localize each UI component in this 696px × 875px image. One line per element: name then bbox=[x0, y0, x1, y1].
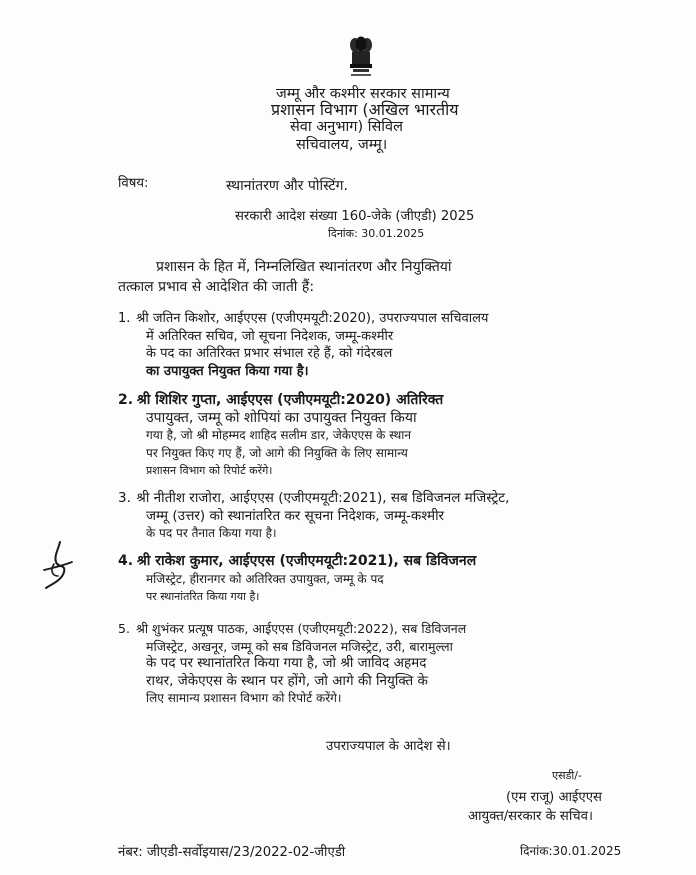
handwritten-initial-icon bbox=[40, 540, 76, 592]
item-line: मजिस्ट्रेट, अखनूर, जम्मू को सब डिविजनल मजिस्ट्रेट, उरी, बारामुल्ला bbox=[146, 638, 453, 654]
item-line: के पद का अतिरिक्त प्रभार संभाल रहे हैं, को गंदेरबल bbox=[146, 346, 393, 361]
item-line: श्री शुभंकर प्रत्यूष पाठक, आईएएस (एजीएमयूटी:2022), सब डिविजनल bbox=[135, 621, 467, 636]
item-line: के पद पर स्थानांतरित किया गया है, जो श्री जाविद अहमद bbox=[146, 655, 427, 671]
item-line: श्री शिशिर गुप्ता, आईएएस (एजीएमयूटी:2020) अतिरिक्त bbox=[136, 392, 444, 408]
subject-text: स्थानांतरण और पोस्टिंग. bbox=[226, 178, 348, 194]
list-item-2 bbox=[118, 392, 443, 480]
list-item-5 bbox=[118, 620, 466, 708]
intro-line-1: प्रशासन के हित में, निम्नलिखित स्थानांतरण और नियुक्तियां bbox=[156, 259, 452, 275]
item-line: राथर, जेकेएएस के स्थान पर होंगे, जो आगे की नियुक्ति के bbox=[146, 672, 428, 689]
item-line: जम्मू (उत्तर) को स्थानांतरित कर सूचना निदेशक, जम्मू-कश्मीर bbox=[146, 507, 445, 524]
item-line: का उपायुक्त नियुक्त किया गया है। bbox=[146, 363, 309, 379]
signatory-designation: आयुक्त/सरकार के सचिव। bbox=[468, 809, 593, 824]
item-line: श्री नीतीश राजोरा, आईएएस (एजीएमयूटी:2021), सब डिविजनल मजिस्ट्रेट, bbox=[136, 490, 510, 506]
item-line: श्री जतिन किशोर, आईएएस (एजीएमयूटी:2020), उपराज्यपाल सचिवालय bbox=[136, 311, 489, 326]
signatory-name: (एम राजू) आईएएस bbox=[506, 790, 602, 805]
order-date: दिनांक: 30.01.2025 bbox=[328, 227, 425, 240]
list-item-1 bbox=[118, 310, 488, 380]
item-line: में अतिरिक्त सचिव, जो सूचना निदेशक, जम्मू-कश्मीर bbox=[146, 328, 394, 344]
item-number: 1. bbox=[118, 311, 131, 326]
state-emblem-icon bbox=[346, 36, 376, 80]
item-number: 5. bbox=[118, 621, 130, 636]
item-number: 2. bbox=[118, 392, 134, 408]
item-line: लिए सामान्य प्रशासन विभाग को रिपोर्ट करेंगे। bbox=[146, 691, 342, 705]
item-line: के पद पर तैनात किया गया है। bbox=[146, 526, 277, 540]
header-line-1: जम्मू और कश्मीर सरकार सामान्य bbox=[276, 86, 450, 102]
footer-date: दिनांक:30.01.2025 bbox=[520, 844, 622, 858]
item-line: उपायुक्त, जम्मू को शोपियां का उपायुक्त नियुक्त किया bbox=[146, 409, 417, 426]
item-number: 4. bbox=[118, 553, 134, 569]
sd-mark: एसडी/- bbox=[552, 769, 582, 782]
item-number: 3. bbox=[118, 490, 131, 506]
item-line: श्री राकेश कुमार, आईएएस (एजीएमयूटी:2021), सब डिविजनल bbox=[136, 553, 477, 569]
closing-line: उपराज्यपाल के आदेश से। bbox=[326, 739, 451, 754]
intro-line-2: तत्काल प्रभाव से आदेशित की जाती हैं: bbox=[118, 279, 315, 295]
item-line: पर नियुक्त किए गए हैं, जो आगे की नियुक्ति के लिए सामान्य bbox=[146, 445, 408, 460]
header-line-2: प्रशासन विभाग (अखिल भारतीय bbox=[271, 100, 459, 119]
list-item-3 bbox=[118, 490, 509, 543]
item-line: गया है, जो श्री मोहम्मद शाहिद सलीम डार, जेकेएएस के स्थान bbox=[146, 428, 412, 442]
footer-number: नंबर: जीएडी-सर्वोइयास/23/2022-02-जीएडी bbox=[118, 845, 346, 860]
subject-label: विषय: bbox=[118, 176, 149, 191]
item-line: प्रशासन विभाग को रिपोर्ट करेंगे। bbox=[146, 464, 273, 477]
item-line: पर स्थानांतरित किया गया है। bbox=[146, 590, 260, 603]
order-title: सरकारी आदेश संख्या 160-जेके (जीएडी) 2025 bbox=[235, 209, 475, 224]
header-line-3: सेवा अनुभाग) सिविल bbox=[290, 119, 403, 135]
item-line: मजिस्ट्रेट, हीरानगर को अतिरिक्त उपायुक्त, जम्मू के पद bbox=[146, 571, 384, 586]
list-item-4 bbox=[118, 553, 476, 606]
header-line-4: सचिवालय, जम्मू। bbox=[296, 137, 388, 153]
